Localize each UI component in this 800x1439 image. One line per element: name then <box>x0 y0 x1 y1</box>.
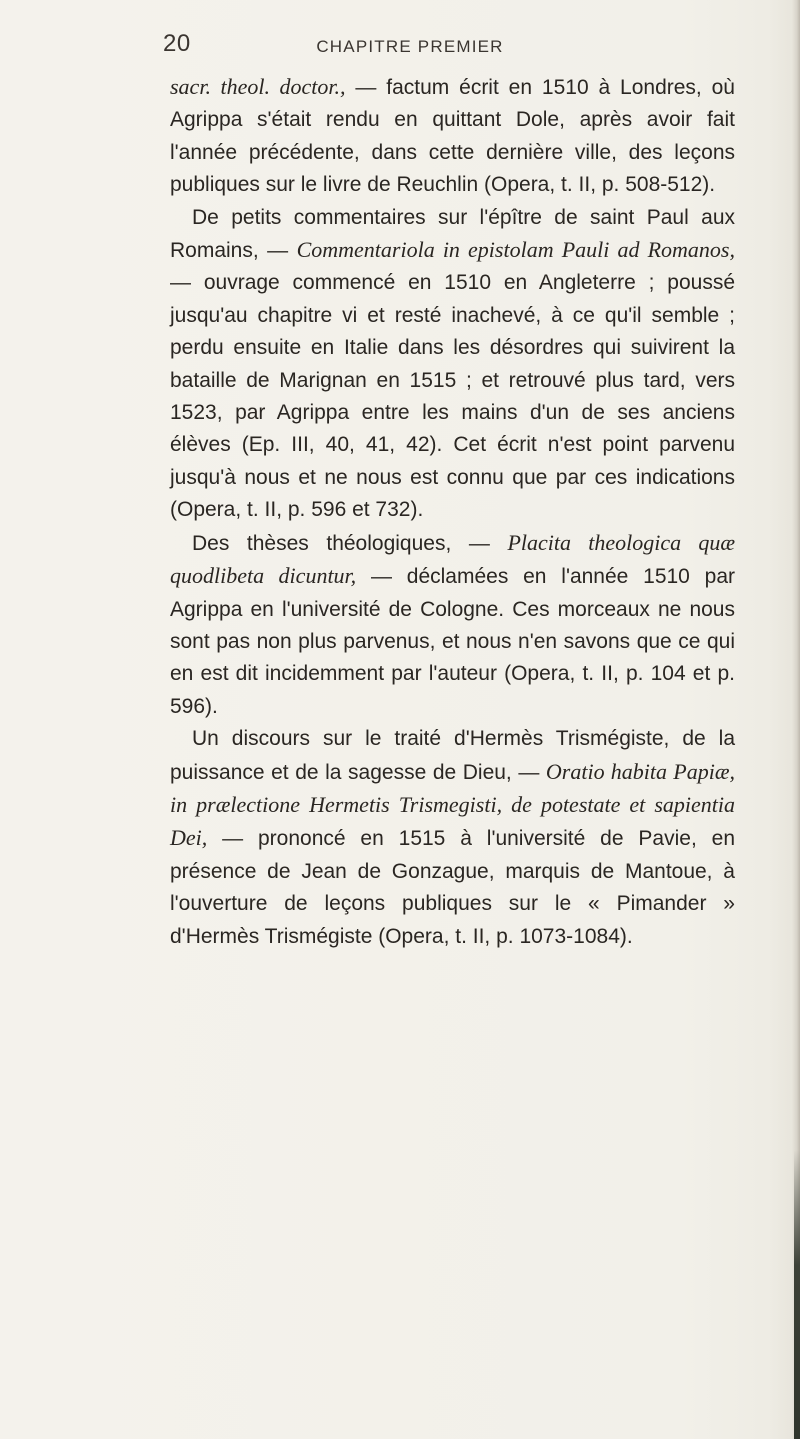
page-header <box>0 0 800 70</box>
paragraph-4-segment-3: — prononcé en 1515 à l'université de Pavie, en présence de Jean de Gonzague, marquis de Mantoue, à l'ouverture de leçons publiques sur le « Pimander » d'Hermès Trismégiste (Opera, t. II, p. 1073-1084). <box>170 827 735 948</box>
body-text <box>170 71 735 953</box>
paragraph-3 <box>170 527 735 723</box>
paragraph-4-segment-2: Oratio habita Papiæ, in prælectione Hermetis Trismegisti, de potestate et sapientia Dei, <box>170 758 735 851</box>
paragraph-1-segment-2: — factum écrit en 1510 à Londres, où Agrippa s'était rendu en quittant Dole, après avoir fait l'année précédente, dans cette dernière ville, des leçons publiques sur le livre de Reuchlin (Opera, t. II, p. 508-512). <box>170 76 735 197</box>
paragraph-2 <box>170 202 735 527</box>
binding-shadow <box>794 1150 800 1439</box>
paragraph-3-segment-1: Des thèses théologiques, — <box>192 531 508 555</box>
paragraph-4 <box>170 723 735 953</box>
paragraph-1-segment-1: sacr. theol. doctor., <box>170 74 346 99</box>
paragraph-1 <box>170 71 735 202</box>
paragraph-3-segment-3: — déclamées en l'année 1510 par Agrippa en l'université de Cologne. Ces morceaux ne nous sont pas non plus parvenus, et nous n'en savons que ce qui en est dit incidemment par l'auteur (Opera, t. II, p. 104 et p. 596). <box>170 565 736 718</box>
paragraph-4-segment-1: Un discours sur le traité d'Hermès Trismégiste, de la puissance et de la sagesse de Dieu, — <box>170 727 735 784</box>
paragraph-3-segment-2: Placita theologica quæ quodlibeta dicuntur, <box>170 529 735 589</box>
page-number: 20 <box>163 30 191 57</box>
paragraph-2-segment-1: De petits commentaires sur l'épître de saint Paul aux Romains, — <box>170 205 735 263</box>
paragraph-2-segment-2: Commentariola in epistolam Pauli ad Romanos, <box>296 237 735 263</box>
running-head: CHAPITRE PREMIER <box>316 37 504 56</box>
paragraph-2-segment-3: — ouvrage commencé en 1510 en Angleterre ; poussé jusqu'au chapitre vi et resté inachevé, à ce qu'il semble ; perdu ensuite en Italie dans les désordres qui suivirent la bataille de Marignan en 1515 ; et retrouvé plus tard, vers 1523, par Agrippa entre les mains d'un de ses anciens élèves (Ep. III, 40, 41, 42). Cet écrit n'est point parvenu jusqu'à nous et ne nous est connu que par ces indications (Opera, t. II, p. 596 et 732). <box>170 271 735 522</box>
